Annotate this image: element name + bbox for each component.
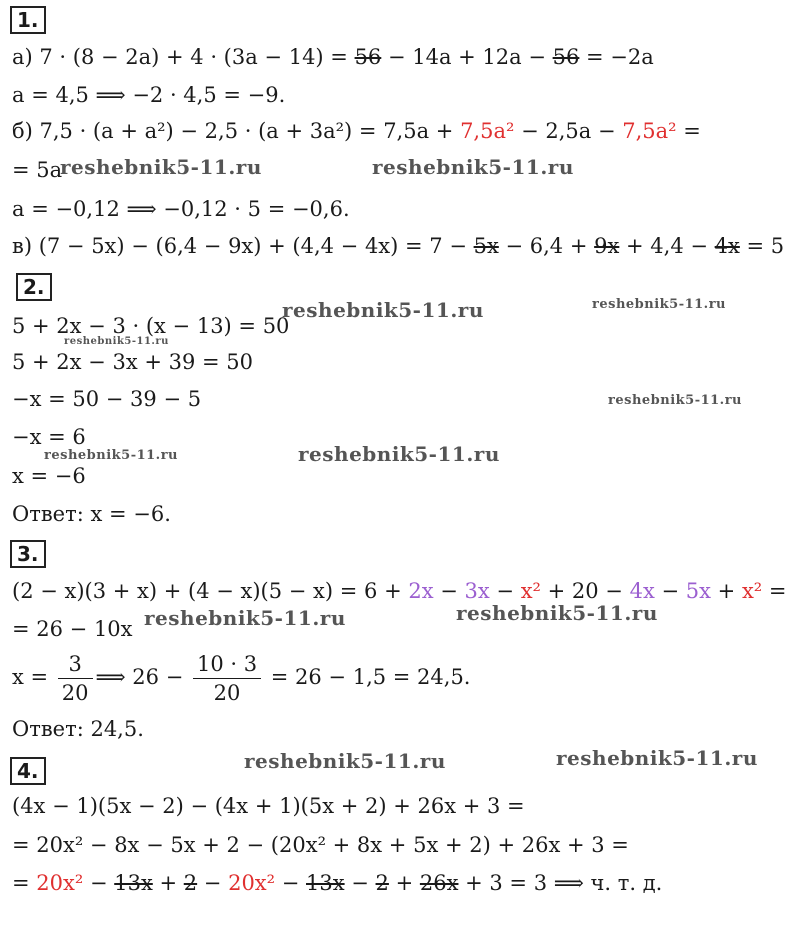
- task4-line-2: = 20x² − 8x − 5x + 2 − (20x² + 8x + 5x + 2) + 26x + 3 =: [12, 833, 629, 857]
- task3-answer: Ответ: 24,5.: [12, 717, 144, 741]
- task3-line-1: (2 − x)(3 + x) + (4 − x)(5 − x) = 6 + 2x − 3x − x² + 20 − 4x − 5x + x² =: [12, 579, 787, 603]
- watermark: reshebnik5-11.ru: [372, 155, 574, 179]
- task2-line-2: 5 + 2x − 3x + 39 = 50: [12, 350, 253, 374]
- task1-b-line2: = 5a: [12, 158, 63, 182]
- task2-line-3: −x = 50 − 39 − 5: [12, 387, 202, 411]
- watermark: reshebnik5-11.ru: [456, 601, 658, 625]
- watermark: reshebnik5-11.ru: [64, 336, 169, 347]
- watermark: reshebnik5-11.ru: [144, 606, 346, 630]
- task-number-3: 3.: [10, 540, 46, 568]
- fraction-30-20: $\frac{10 \cdot 3}{20}$: [193, 650, 261, 707]
- task2-line-4: −x = 6: [12, 425, 86, 449]
- task2-answer: Ответ: x = −6.: [12, 502, 171, 526]
- watermark: reshebnik5-11.ru: [298, 442, 500, 466]
- task2-line-5: x = −6: [12, 464, 86, 488]
- watermark: reshebnik5-11.ru: [556, 746, 758, 770]
- watermark: reshebnik5-11.ru: [44, 448, 179, 463]
- task1-b-line3: a = −0,12 ⟹ −0,12 · 5 = −0,6.: [12, 197, 350, 221]
- task1-a-line2: a = 4,5 ⟹ −2 · 4,5 = −9.: [12, 83, 286, 107]
- watermark: reshebnik5-11.ru: [244, 749, 446, 773]
- watermark: reshebnik5-11.ru: [282, 298, 484, 322]
- watermark: reshebnik5-11.ru: [60, 155, 262, 179]
- task3-line-3: x = $\frac{3}{20}$ ⟹ 26 − $\frac{10 \cdot 3}{20}$ = 26 − 1,5 = 24,5.: [12, 652, 471, 705]
- task2-line-1: 5 + 2x − 3 · (x − 13) = 50: [12, 314, 290, 338]
- task-number-4: 4.: [10, 757, 46, 785]
- fraction-3-20: $\frac{3}{20}$: [58, 650, 93, 707]
- task1-c-line: в) (7 − 5x) − (6,4 − 9x) + (4,4 − 4x) = 7 − 5x − 6,4 + 9x + 4,4 − 4x = 5: [12, 234, 785, 258]
- task-number-1: 1.: [10, 6, 46, 34]
- watermark: reshebnik5-11.ru: [592, 297, 727, 312]
- task4-line-3: = 20x² − 13x + 2 − 20x² − 13x − 2 + 26x + 3 = 3 ⟹ ч. т. д.: [12, 871, 663, 895]
- task4-line-1: (4x − 1)(5x − 2) − (4x + 1)(5x + 2) + 26x + 3 =: [12, 794, 525, 818]
- task-number-2: 2.: [16, 273, 52, 301]
- watermark: reshebnik5-11.ru: [608, 393, 743, 408]
- task1-a-line1: а) 7 · (8 − 2a) + 4 · (3a − 14) = 56 − 14a + 12a − 56 = −2a: [12, 45, 654, 69]
- task3-line-2: = 26 − 10x: [12, 617, 133, 641]
- task1-b-line1: б) 7,5 · (a + a²) − 2,5 · (a + 3a²) = 7,5a + 7,5a² − 2,5a − 7,5a² =: [12, 119, 701, 143]
